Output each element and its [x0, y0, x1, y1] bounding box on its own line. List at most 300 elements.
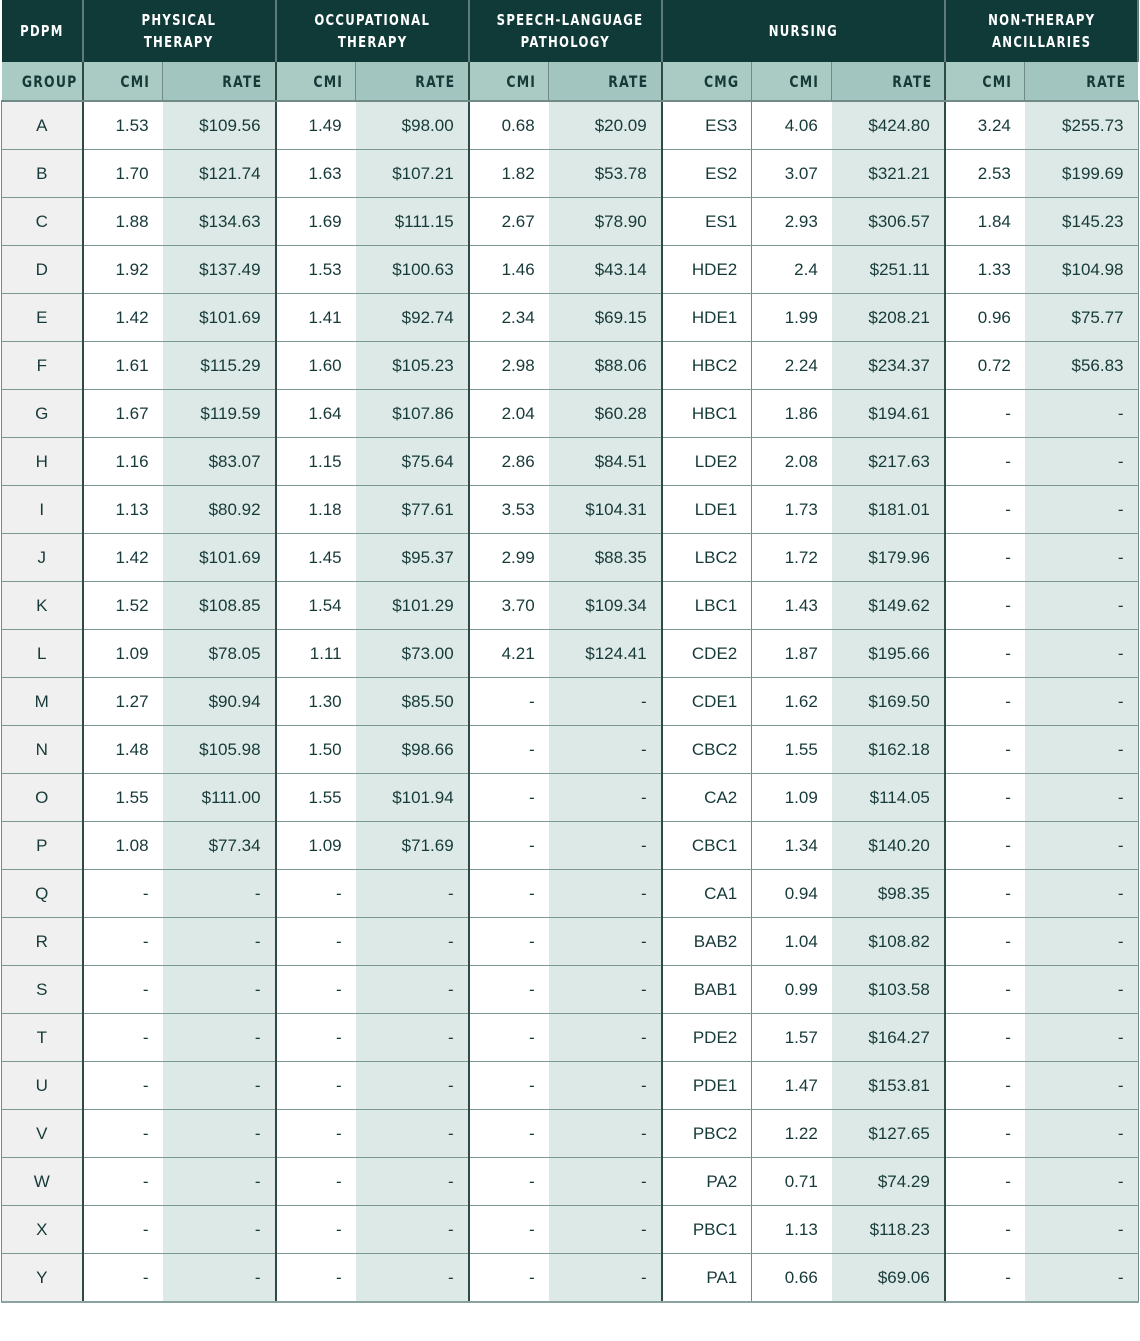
table-row — [2, 1254, 1139, 1303]
cell-slp-rate: $60.28 — [549, 390, 662, 438]
cell-nta-rate: - — [1025, 438, 1138, 486]
cell-ot-cmi: - — [276, 1014, 356, 1062]
subheader-slp-rate: RATE — [549, 62, 662, 101]
cell-slp-cmi: 3.53 — [469, 486, 549, 534]
cell-nta-cmi: - — [945, 966, 1025, 1014]
cell-ot-cmi: 1.63 — [276, 150, 356, 198]
cell-pt-cmi: - — [83, 1254, 163, 1303]
cell-nta-rate: - — [1025, 870, 1138, 918]
table-row — [2, 246, 1139, 294]
cell-slp-rate: $53.78 — [549, 150, 662, 198]
cell-nursing-rate: $321.21 — [832, 150, 945, 198]
cell-ot-cmi: 1.53 — [276, 246, 356, 294]
cell-pt-cmi: 1.42 — [83, 294, 163, 342]
cell-nursing-rate: $164.27 — [832, 1014, 945, 1062]
cell-ot-rate: $73.00 — [356, 630, 469, 678]
cell-ot-cmi: 1.54 — [276, 582, 356, 630]
cell-slp-cmi: - — [469, 918, 549, 966]
cell-nursing-rate: $140.20 — [832, 822, 945, 870]
cell-nta-cmi: - — [945, 534, 1025, 582]
table-row — [2, 198, 1139, 246]
cell-slp-cmi: 2.67 — [469, 198, 549, 246]
table-row — [2, 1206, 1139, 1254]
cell-ot-rate: - — [356, 966, 469, 1014]
cell-nta-rate: - — [1025, 486, 1138, 534]
subheader-nta-rate: RATE — [1025, 62, 1138, 101]
cell-nta-rate: - — [1025, 1110, 1138, 1158]
cell-group: R — [2, 918, 83, 966]
cell-group: G — [2, 390, 83, 438]
cell-nta-cmi: - — [945, 822, 1025, 870]
cell-nursing-cmi: 2.08 — [752, 438, 832, 486]
cell-ot-cmi: 1.45 — [276, 534, 356, 582]
cell-slp-rate: - — [549, 1206, 662, 1254]
cell-nursing-cmg: PA2 — [662, 1158, 752, 1206]
cell-pt-rate: $101.69 — [163, 294, 276, 342]
cell-nursing-cmg: CBC2 — [662, 726, 752, 774]
table-row — [2, 1158, 1139, 1206]
cell-pt-rate: $119.59 — [163, 390, 276, 438]
table-row — [2, 486, 1139, 534]
cell-nta-rate: - — [1025, 1014, 1138, 1062]
cell-nta-rate: $199.69 — [1025, 150, 1138, 198]
cell-slp-rate: - — [549, 822, 662, 870]
table-row — [2, 438, 1139, 486]
cell-nursing-cmi: 1.47 — [752, 1062, 832, 1110]
cell-nursing-rate: $98.35 — [832, 870, 945, 918]
cell-nursing-cmi: 1.34 — [752, 822, 832, 870]
cell-nursing-cmg: HBC1 — [662, 390, 752, 438]
cell-pt-cmi: 1.53 — [83, 101, 163, 150]
cell-pt-rate: $80.92 — [163, 486, 276, 534]
cell-slp-cmi: 1.82 — [469, 150, 549, 198]
table-row — [2, 294, 1139, 342]
cell-pt-cmi: 1.16 — [83, 438, 163, 486]
cell-nta-rate: - — [1025, 774, 1138, 822]
cell-ot-cmi: 1.41 — [276, 294, 356, 342]
table-row — [2, 534, 1139, 582]
cell-ot-rate: $105.23 — [356, 342, 469, 390]
cell-pt-rate: $111.00 — [163, 774, 276, 822]
cell-nursing-rate: $179.96 — [832, 534, 945, 582]
cell-ot-rate: $101.94 — [356, 774, 469, 822]
cell-nursing-cmg: CA1 — [662, 870, 752, 918]
cell-nta-cmi: - — [945, 1062, 1025, 1110]
cell-group: B — [2, 150, 83, 198]
cell-pt-cmi: - — [83, 1014, 163, 1062]
cell-group: I — [2, 486, 83, 534]
cell-slp-cmi: 4.21 — [469, 630, 549, 678]
cell-slp-cmi: 2.99 — [469, 534, 549, 582]
cell-group: E — [2, 294, 83, 342]
cell-nursing-rate: $424.80 — [832, 101, 945, 150]
pdpm-rates-table — [1, 0, 1139, 1303]
cell-pt-cmi: - — [83, 1110, 163, 1158]
cell-nursing-rate: $149.62 — [832, 582, 945, 630]
cell-nursing-cmg: PBC2 — [662, 1110, 752, 1158]
cell-pt-rate: $90.94 — [163, 678, 276, 726]
cell-nursing-cmi: 1.99 — [752, 294, 832, 342]
cell-pt-rate: - — [163, 1014, 276, 1062]
cell-nta-rate: - — [1025, 918, 1138, 966]
cell-ot-rate: $77.61 — [356, 486, 469, 534]
cell-nursing-cmg: ES1 — [662, 198, 752, 246]
cell-ot-rate: $107.86 — [356, 390, 469, 438]
cell-nta-cmi: - — [945, 678, 1025, 726]
cell-slp-cmi: 2.34 — [469, 294, 549, 342]
cell-group: M — [2, 678, 83, 726]
cell-nursing-cmi: 4.06 — [752, 101, 832, 150]
cell-nursing-rate: $108.82 — [832, 918, 945, 966]
header-speech-language-pathology: SPEECH-LANGUAGE PATHOLOGY — [469, 0, 662, 62]
cell-group: H — [2, 438, 83, 486]
cell-pt-rate: - — [163, 1062, 276, 1110]
cell-nta-cmi: - — [945, 1206, 1025, 1254]
cell-ot-cmi: - — [276, 1062, 356, 1110]
cell-slp-cmi: - — [469, 1110, 549, 1158]
header-row-categories — [2, 0, 1139, 62]
subheader-ot-cmi: CMI — [276, 62, 356, 101]
cell-nta-cmi: 1.84 — [945, 198, 1025, 246]
cell-slp-cmi: - — [469, 822, 549, 870]
cell-pt-cmi: 1.42 — [83, 534, 163, 582]
table-row — [2, 918, 1139, 966]
cell-nursing-cmg: CDE1 — [662, 678, 752, 726]
cell-ot-rate: $100.63 — [356, 246, 469, 294]
cell-slp-rate: $124.41 — [549, 630, 662, 678]
cell-slp-rate: - — [549, 918, 662, 966]
cell-ot-cmi: 1.60 — [276, 342, 356, 390]
cell-nursing-rate: $169.50 — [832, 678, 945, 726]
cell-pt-rate: $115.29 — [163, 342, 276, 390]
header-physical-therapy: PHYSICAL THERAPY — [83, 0, 276, 62]
cell-nta-cmi: - — [945, 1158, 1025, 1206]
cell-nta-cmi: - — [945, 438, 1025, 486]
cell-ot-cmi: - — [276, 1110, 356, 1158]
cell-nursing-cmg: CDE2 — [662, 630, 752, 678]
cell-ot-rate: $98.00 — [356, 101, 469, 150]
cell-ot-rate: $75.64 — [356, 438, 469, 486]
cell-slp-rate: - — [549, 774, 662, 822]
header-nursing: NURSING — [662, 0, 945, 62]
cell-nursing-cmg: HDE1 — [662, 294, 752, 342]
subheader-nursing-cmi: CMI — [752, 62, 832, 101]
cell-nursing-cmi: 1.04 — [752, 918, 832, 966]
cell-nursing-cmi: 1.87 — [752, 630, 832, 678]
cell-slp-rate: $88.06 — [549, 342, 662, 390]
cell-nursing-cmg: LBC2 — [662, 534, 752, 582]
cell-pt-cmi: - — [83, 1206, 163, 1254]
cell-slp-rate: - — [549, 1014, 662, 1062]
cell-ot-rate: $98.66 — [356, 726, 469, 774]
subheader-ot-rate: RATE — [356, 62, 469, 101]
cell-nta-cmi: - — [945, 582, 1025, 630]
cell-group: V — [2, 1110, 83, 1158]
cell-pt-cmi: 1.67 — [83, 390, 163, 438]
cell-nta-rate: $104.98 — [1025, 246, 1138, 294]
cell-pt-rate: $78.05 — [163, 630, 276, 678]
cell-slp-rate: - — [549, 966, 662, 1014]
cell-ot-rate: - — [356, 870, 469, 918]
cell-nursing-rate: $251.11 — [832, 246, 945, 294]
cell-nursing-rate: $103.58 — [832, 966, 945, 1014]
cell-slp-cmi: - — [469, 1206, 549, 1254]
cell-pt-cmi: 1.09 — [83, 630, 163, 678]
cell-nursing-rate: $69.06 — [832, 1254, 945, 1303]
cell-nursing-rate: $195.66 — [832, 630, 945, 678]
cell-nursing-cmg: PA1 — [662, 1254, 752, 1303]
cell-pt-cmi: 1.48 — [83, 726, 163, 774]
cell-nursing-cmg: BAB2 — [662, 918, 752, 966]
cell-group: L — [2, 630, 83, 678]
cell-ot-cmi: 1.50 — [276, 726, 356, 774]
cell-nta-cmi: - — [945, 1110, 1025, 1158]
cell-ot-cmi: 1.11 — [276, 630, 356, 678]
cell-nursing-rate: $194.61 — [832, 390, 945, 438]
cell-ot-rate: $107.21 — [356, 150, 469, 198]
cell-nta-rate: $75.77 — [1025, 294, 1138, 342]
table-row — [2, 966, 1139, 1014]
cell-pt-rate: - — [163, 1110, 276, 1158]
table-row — [2, 774, 1139, 822]
cell-nta-cmi: - — [945, 918, 1025, 966]
cell-nursing-cmg: PDE2 — [662, 1014, 752, 1062]
cell-ot-cmi: 1.55 — [276, 774, 356, 822]
cell-ot-cmi: 1.09 — [276, 822, 356, 870]
cell-pt-cmi: - — [83, 1062, 163, 1110]
cell-ot-cmi: - — [276, 1206, 356, 1254]
cell-slp-rate: $43.14 — [549, 246, 662, 294]
cell-ot-rate: $92.74 — [356, 294, 469, 342]
cell-nursing-cmg: BAB1 — [662, 966, 752, 1014]
table-row — [2, 1014, 1139, 1062]
table-row — [2, 1110, 1139, 1158]
table-row — [2, 822, 1139, 870]
cell-ot-rate: - — [356, 1206, 469, 1254]
cell-nursing-rate: $118.23 — [832, 1206, 945, 1254]
cell-slp-rate: - — [549, 1158, 662, 1206]
cell-nursing-cmg: HDE2 — [662, 246, 752, 294]
cell-nursing-cmi: 1.72 — [752, 534, 832, 582]
cell-nursing-cmg: HBC2 — [662, 342, 752, 390]
cell-nta-rate: - — [1025, 630, 1138, 678]
cell-group: Y — [2, 1254, 83, 1303]
cell-pt-rate: - — [163, 1158, 276, 1206]
cell-group: P — [2, 822, 83, 870]
cell-nursing-cmi: 1.73 — [752, 486, 832, 534]
cell-nta-rate: - — [1025, 966, 1138, 1014]
cell-nursing-cmg: ES3 — [662, 101, 752, 150]
cell-group: S — [2, 966, 83, 1014]
cell-ot-rate: - — [356, 1254, 469, 1303]
cell-nursing-cmg: LDE1 — [662, 486, 752, 534]
cell-nta-rate: - — [1025, 390, 1138, 438]
cell-nta-cmi: - — [945, 774, 1025, 822]
cell-nta-rate: $255.73 — [1025, 101, 1138, 150]
cell-slp-rate: - — [549, 870, 662, 918]
cell-nursing-rate: $181.01 — [832, 486, 945, 534]
cell-group: K — [2, 582, 83, 630]
cell-nta-rate: - — [1025, 1158, 1138, 1206]
cell-group: C — [2, 198, 83, 246]
cell-nursing-cmi: 0.99 — [752, 966, 832, 1014]
cell-pt-rate: - — [163, 966, 276, 1014]
cell-ot-rate: $85.50 — [356, 678, 469, 726]
cell-group: D — [2, 246, 83, 294]
cell-pt-cmi: 1.70 — [83, 150, 163, 198]
cell-ot-rate: $101.29 — [356, 582, 469, 630]
cell-pt-rate: $134.63 — [163, 198, 276, 246]
cell-slp-rate: - — [549, 678, 662, 726]
cell-slp-cmi: 0.68 — [469, 101, 549, 150]
cell-ot-cmi: 1.64 — [276, 390, 356, 438]
cell-slp-cmi: 2.86 — [469, 438, 549, 486]
cell-nta-rate: $145.23 — [1025, 198, 1138, 246]
cell-nursing-cmi: 1.86 — [752, 390, 832, 438]
cell-ot-cmi: 1.18 — [276, 486, 356, 534]
cell-nursing-rate: $114.05 — [832, 774, 945, 822]
cell-slp-cmi: 2.04 — [469, 390, 549, 438]
subheader-slp-cmi: CMI — [469, 62, 549, 101]
cell-pt-rate: $121.74 — [163, 150, 276, 198]
cell-nursing-cmg: CBC1 — [662, 822, 752, 870]
cell-nta-cmi: - — [945, 1014, 1025, 1062]
cell-pt-rate: $101.69 — [163, 534, 276, 582]
cell-nursing-cmi: 1.62 — [752, 678, 832, 726]
cell-nursing-cmi: 2.93 — [752, 198, 832, 246]
header-occupational-therapy: OCCUPATIONAL THERAPY — [276, 0, 469, 62]
cell-slp-rate: $104.31 — [549, 486, 662, 534]
cell-nta-cmi: - — [945, 1254, 1025, 1303]
table-body — [2, 101, 1139, 1302]
cell-nta-cmi: - — [945, 630, 1025, 678]
cell-pt-cmi: 1.13 — [83, 486, 163, 534]
cell-nursing-rate: $153.81 — [832, 1062, 945, 1110]
cell-nursing-cmi: 0.94 — [752, 870, 832, 918]
header-row-subcolumns — [2, 62, 1139, 101]
subheader-nursing-rate: RATE — [832, 62, 945, 101]
cell-pt-cmi: - — [83, 1158, 163, 1206]
cell-slp-cmi: 1.46 — [469, 246, 549, 294]
cell-nursing-cmi: 1.57 — [752, 1014, 832, 1062]
cell-slp-cmi: - — [469, 1254, 549, 1303]
cell-nursing-rate: $208.21 — [832, 294, 945, 342]
cell-ot-rate: - — [356, 1014, 469, 1062]
cell-nursing-cmg: LBC1 — [662, 582, 752, 630]
subheader-nta-cmi: CMI — [945, 62, 1025, 101]
cell-nta-rate: - — [1025, 678, 1138, 726]
cell-pt-cmi: 1.52 — [83, 582, 163, 630]
cell-ot-rate: - — [356, 1158, 469, 1206]
cell-pt-rate: $109.56 — [163, 101, 276, 150]
header-pdpm: PDPM — [2, 0, 83, 62]
cell-ot-cmi: - — [276, 966, 356, 1014]
cell-nta-rate: - — [1025, 534, 1138, 582]
table-row — [2, 150, 1139, 198]
table-row — [2, 1062, 1139, 1110]
cell-ot-rate: - — [356, 1062, 469, 1110]
cell-group: W — [2, 1158, 83, 1206]
cell-ot-rate: $71.69 — [356, 822, 469, 870]
cell-nta-cmi: - — [945, 870, 1025, 918]
cell-slp-rate: $84.51 — [549, 438, 662, 486]
table-row — [2, 726, 1139, 774]
cell-pt-cmi: 1.61 — [83, 342, 163, 390]
cell-nta-cmi: 1.33 — [945, 246, 1025, 294]
cell-ot-cmi: - — [276, 1254, 356, 1303]
cell-slp-rate: - — [549, 726, 662, 774]
cell-slp-cmi: - — [469, 726, 549, 774]
cell-slp-cmi: - — [469, 774, 549, 822]
cell-ot-rate: - — [356, 1110, 469, 1158]
cell-slp-cmi: 2.98 — [469, 342, 549, 390]
header-non-therapy-ancillaries: NON-THERAPY ANCILLARIES — [945, 0, 1138, 62]
table-row — [2, 101, 1139, 150]
cell-nursing-cmi: 0.66 — [752, 1254, 832, 1303]
cell-nta-cmi: - — [945, 390, 1025, 438]
cell-slp-cmi: - — [469, 966, 549, 1014]
cell-nta-cmi: 0.72 — [945, 342, 1025, 390]
table-row — [2, 582, 1139, 630]
cell-nta-cmi: 3.24 — [945, 101, 1025, 150]
cell-group: T — [2, 1014, 83, 1062]
cell-ot-cmi: - — [276, 870, 356, 918]
cell-slp-rate: - — [549, 1110, 662, 1158]
cell-pt-cmi: 1.88 — [83, 198, 163, 246]
cell-group: J — [2, 534, 83, 582]
cell-slp-cmi: - — [469, 870, 549, 918]
cell-ot-rate: - — [356, 918, 469, 966]
cell-nursing-cmi: 2.24 — [752, 342, 832, 390]
cell-nursing-rate: $217.63 — [832, 438, 945, 486]
cell-nta-cmi: - — [945, 486, 1025, 534]
table-row — [2, 342, 1139, 390]
cell-nursing-rate: $306.57 — [832, 198, 945, 246]
cell-ot-cmi: - — [276, 1158, 356, 1206]
cell-nursing-cmi: 1.22 — [752, 1110, 832, 1158]
table-row — [2, 870, 1139, 918]
cell-group: U — [2, 1062, 83, 1110]
cell-pt-rate: $77.34 — [163, 822, 276, 870]
cell-slp-rate: - — [549, 1254, 662, 1303]
cell-ot-cmi: 1.15 — [276, 438, 356, 486]
cell-nta-rate: - — [1025, 726, 1138, 774]
cell-nursing-cmi: 1.09 — [752, 774, 832, 822]
cell-nursing-rate: $162.18 — [832, 726, 945, 774]
cell-nursing-cmg: LDE2 — [662, 438, 752, 486]
cell-ot-cmi: 1.49 — [276, 101, 356, 150]
cell-ot-cmi: - — [276, 918, 356, 966]
cell-pt-rate: - — [163, 1254, 276, 1303]
cell-slp-rate: $69.15 — [549, 294, 662, 342]
cell-nursing-cmg: PDE1 — [662, 1062, 752, 1110]
cell-nursing-cmi: 1.13 — [752, 1206, 832, 1254]
cell-nursing-rate: $127.65 — [832, 1110, 945, 1158]
cell-group: F — [2, 342, 83, 390]
cell-slp-cmi: - — [469, 1158, 549, 1206]
cell-nursing-cmi: 1.55 — [752, 726, 832, 774]
cell-nta-rate: - — [1025, 1206, 1138, 1254]
cell-slp-cmi: 3.70 — [469, 582, 549, 630]
cell-slp-cmi: - — [469, 1014, 549, 1062]
subheader-pt-cmi: CMI — [83, 62, 163, 101]
cell-pt-cmi: - — [83, 918, 163, 966]
cell-nursing-cmi: 3.07 — [752, 150, 832, 198]
cell-pt-rate: $137.49 — [163, 246, 276, 294]
cell-nursing-cmi: 1.43 — [752, 582, 832, 630]
cell-group: X — [2, 1206, 83, 1254]
cell-pt-rate: - — [163, 1206, 276, 1254]
